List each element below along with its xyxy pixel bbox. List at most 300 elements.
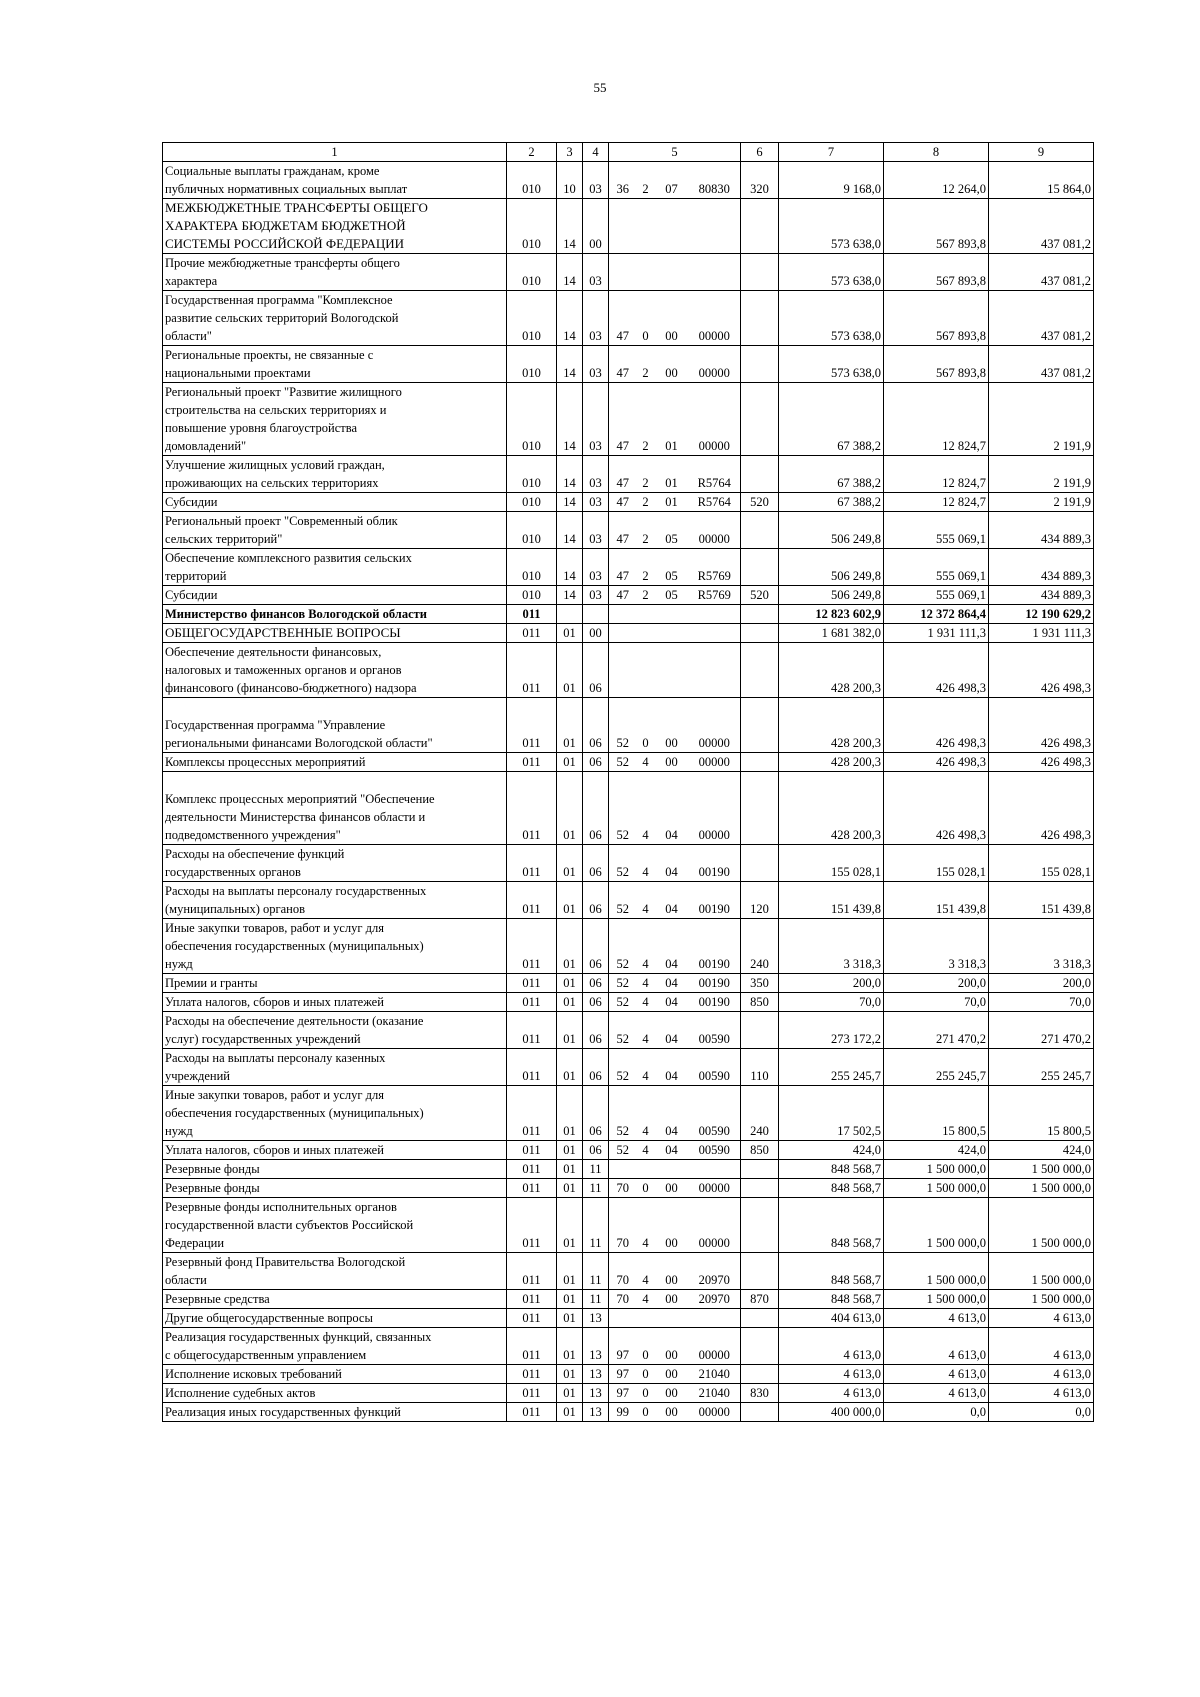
row-code-program: 52 [609,882,637,919]
row-code-chapter: 011 [507,993,557,1012]
row-expense-type [741,254,779,291]
row-code-section: 01 [557,1253,583,1290]
row-amount-7: 428 200,3 [779,643,884,698]
header-col-4: 4 [583,143,609,162]
row-code-chapter: 011 [507,845,557,882]
row-code-section: 01 [557,643,583,698]
row-code-subprogram: 2 [637,162,655,199]
table-row [163,1309,1094,1328]
table-row [163,698,1094,753]
row-code-section: 14 [557,346,583,383]
row-code-section: 01 [557,772,583,845]
row-amount-8: 567 893,8 [884,199,989,254]
row-code-measure: 04 [655,845,689,882]
row-code-measure [655,1160,689,1179]
row-code-chapter: 011 [507,1309,557,1328]
row-code-section: 01 [557,1141,583,1160]
row-code-direction: R5764 [689,493,741,512]
row-code-direction: 00190 [689,993,741,1012]
row-code-section: 01 [557,1403,583,1422]
row-code-subprogram: 4 [637,974,655,993]
table-row [163,199,1094,254]
row-name: МЕЖБЮДЖЕТНЫЕ ТРАНСФЕРТЫ ОБЩЕГО ХАРАКТЕРА БЮДЖЕТАМ БЮДЖЕТНОЙ СИСТЕМЫ РОССИЙСКОЙ ФЕДЕРАЦИИ [163,199,507,254]
row-code-subprogram: 4 [637,882,655,919]
row-code-subsection: 03 [583,456,609,493]
row-name: Региональный проект "Развитие жилищного строительства на сельских территориях и повышение уровня благоустройства домовладений" [163,383,507,456]
row-amount-9: 426 498,3 [989,753,1094,772]
table-body [163,162,1094,1422]
row-code-subsection: 13 [583,1403,609,1422]
row-code-section: 01 [557,1309,583,1328]
table-row [163,512,1094,549]
row-code-chapter: 011 [507,1328,557,1365]
header-col-7: 7 [779,143,884,162]
row-code-program [609,624,637,643]
row-amount-7: 573 638,0 [779,291,884,346]
row-code-direction [689,624,741,643]
row-code-chapter: 011 [507,624,557,643]
row-code-chapter: 010 [507,493,557,512]
row-code-program: 52 [609,993,637,1012]
row-code-section: 01 [557,624,583,643]
row-amount-7: 848 568,7 [779,1198,884,1253]
row-name: Расходы на выплаты персоналу государственных (муниципальных) органов [163,882,507,919]
row-code-subsection: 03 [583,346,609,383]
row-amount-9: 424,0 [989,1141,1094,1160]
row-code-program: 52 [609,1049,637,1086]
row-amount-9: 434 889,3 [989,512,1094,549]
row-name: Министерство финансов Вологодской области [163,605,507,624]
row-code-program: 52 [609,974,637,993]
row-amount-9: 1 500 000,0 [989,1179,1094,1198]
row-code-direction: 00000 [689,1179,741,1198]
row-code-direction: 00000 [689,772,741,845]
row-code-direction [689,1309,741,1328]
row-code-section: 14 [557,383,583,456]
row-code-subprogram: 0 [637,1328,655,1365]
table-row [163,919,1094,974]
row-code-subprogram: 4 [637,753,655,772]
row-name: Субсидии [163,586,507,605]
table-row [163,753,1094,772]
row-code-subsection: 03 [583,512,609,549]
row-amount-8: 1 500 000,0 [884,1160,989,1179]
row-code-measure: 00 [655,346,689,383]
header-col-5: 5 [609,143,741,162]
row-code-direction: 00000 [689,346,741,383]
row-amount-8: 12 372 864,4 [884,605,989,624]
row-code-chapter: 011 [507,698,557,753]
row-code-section: 14 [557,254,583,291]
row-code-measure: 00 [655,1403,689,1422]
row-code-direction: 80830 [689,162,741,199]
row-code-section: 01 [557,1160,583,1179]
row-expense-type: 350 [741,974,779,993]
row-amount-7: 848 568,7 [779,1160,884,1179]
row-amount-8: 12 264,0 [884,162,989,199]
row-code-chapter: 011 [507,1198,557,1253]
row-amount-7: 848 568,7 [779,1179,884,1198]
row-amount-9: 1 500 000,0 [989,1290,1094,1309]
row-name: Исполнение исковых требований [163,1365,507,1384]
row-code-chapter: 011 [507,1049,557,1086]
row-code-program: 52 [609,1141,637,1160]
row-code-program: 97 [609,1365,637,1384]
row-name: Резервные фонды [163,1179,507,1198]
row-name: Расходы на выплаты персоналу казенных учреждений [163,1049,507,1086]
row-expense-type [741,1160,779,1179]
row-code-subprogram: 0 [637,1384,655,1403]
row-code-direction: 20970 [689,1290,741,1309]
row-code-direction: 00000 [689,698,741,753]
row-code-program: 52 [609,753,637,772]
row-code-chapter: 011 [507,643,557,698]
row-amount-9: 4 613,0 [989,1328,1094,1365]
row-code-section: 01 [557,919,583,974]
row-code-chapter: 011 [507,919,557,974]
row-expense-type: 850 [741,993,779,1012]
row-amount-9: 437 081,2 [989,254,1094,291]
row-amount-9: 437 081,2 [989,346,1094,383]
row-code-chapter: 011 [507,605,557,624]
row-code-program: 70 [609,1290,637,1309]
row-expense-type [741,1253,779,1290]
row-code-measure: 00 [655,1290,689,1309]
row-code-chapter: 011 [507,772,557,845]
row-code-measure: 04 [655,1012,689,1049]
row-code-chapter: 010 [507,586,557,605]
row-amount-9: 3 318,3 [989,919,1094,974]
budget-table [162,142,1094,1422]
row-code-program [609,643,637,698]
row-code-program: 47 [609,549,637,586]
table-row [163,586,1094,605]
row-expense-type: 830 [741,1384,779,1403]
row-code-chapter: 011 [507,1141,557,1160]
row-code-chapter: 010 [507,199,557,254]
row-code-subsection: 11 [583,1198,609,1253]
row-code-chapter: 010 [507,291,557,346]
row-expense-type [741,845,779,882]
row-amount-7: 17 502,5 [779,1086,884,1141]
row-amount-8: 4 613,0 [884,1328,989,1365]
row-expense-type: 110 [741,1049,779,1086]
row-code-subprogram: 4 [637,1012,655,1049]
row-amount-7: 848 568,7 [779,1253,884,1290]
row-amount-9: 255 245,7 [989,1049,1094,1086]
row-code-subsection: 06 [583,919,609,974]
row-expense-type [741,1012,779,1049]
header-col-3: 3 [557,143,583,162]
row-expense-type [741,1179,779,1198]
row-code-section: 01 [557,1328,583,1365]
row-code-direction: 00590 [689,1012,741,1049]
row-code-section: 01 [557,1086,583,1141]
row-code-subprogram: 2 [637,383,655,456]
row-name: Другие общегосударственные вопросы [163,1309,507,1328]
row-code-subsection: 03 [583,549,609,586]
row-amount-9: 434 889,3 [989,586,1094,605]
row-code-subsection: 06 [583,1012,609,1049]
row-code-section: 01 [557,1384,583,1403]
row-code-direction [689,199,741,254]
row-code-subprogram: 4 [637,772,655,845]
row-amount-8: 271 470,2 [884,1012,989,1049]
row-code-section: 01 [557,1179,583,1198]
table-row [163,1179,1094,1198]
row-amount-8: 424,0 [884,1141,989,1160]
row-code-measure [655,643,689,698]
row-code-chapter: 011 [507,1384,557,1403]
row-amount-8: 151 439,8 [884,882,989,919]
table-row [163,383,1094,456]
row-amount-8: 70,0 [884,993,989,1012]
row-expense-type [741,1328,779,1365]
row-amount-9: 15 864,0 [989,162,1094,199]
row-code-subprogram: 0 [637,291,655,346]
row-amount-9: 426 498,3 [989,643,1094,698]
row-code-measure: 00 [655,698,689,753]
row-expense-type [741,1365,779,1384]
row-code-subsection: 06 [583,643,609,698]
row-amount-9: 2 191,9 [989,383,1094,456]
row-amount-7: 428 200,3 [779,753,884,772]
row-code-subprogram [637,605,655,624]
row-amount-8: 426 498,3 [884,753,989,772]
row-amount-8: 4 613,0 [884,1365,989,1384]
row-code-subprogram: 2 [637,346,655,383]
row-amount-7: 4 613,0 [779,1384,884,1403]
row-code-program: 70 [609,1253,637,1290]
table-row [163,1141,1094,1160]
row-code-direction [689,605,741,624]
row-code-direction: R5769 [689,586,741,605]
row-amount-8: 1 500 000,0 [884,1198,989,1253]
row-code-subprogram: 2 [637,549,655,586]
row-code-chapter: 011 [507,974,557,993]
row-code-program: 99 [609,1403,637,1422]
row-amount-9: 4 613,0 [989,1309,1094,1328]
row-code-measure: 07 [655,162,689,199]
table-row [163,1160,1094,1179]
row-code-subprogram: 4 [637,1086,655,1141]
row-code-measure: 04 [655,772,689,845]
row-amount-8: 567 893,8 [884,254,989,291]
row-expense-type: 240 [741,919,779,974]
row-amount-8: 567 893,8 [884,346,989,383]
row-code-measure: 04 [655,1049,689,1086]
row-code-subprogram: 4 [637,1141,655,1160]
row-code-subsection: 06 [583,772,609,845]
row-expense-type: 320 [741,162,779,199]
row-code-subprogram: 2 [637,493,655,512]
row-expense-type [741,753,779,772]
table-row [163,1198,1094,1253]
row-amount-7: 506 249,8 [779,586,884,605]
row-amount-9: 4 613,0 [989,1365,1094,1384]
row-name: Субсидии [163,493,507,512]
row-code-subprogram: 4 [637,919,655,974]
row-amount-7: 67 388,2 [779,383,884,456]
row-code-subsection: 13 [583,1328,609,1365]
row-code-section: 10 [557,162,583,199]
row-code-section: 01 [557,882,583,919]
row-code-subsection: 03 [583,493,609,512]
row-name: Обеспечение деятельности финансовых, налоговых и таможенных органов и органов финансового (финансово-бюджетного) надзора [163,643,507,698]
row-amount-8: 426 498,3 [884,698,989,753]
row-amount-7: 70,0 [779,993,884,1012]
row-amount-8: 567 893,8 [884,291,989,346]
row-amount-9: 2 191,9 [989,456,1094,493]
row-amount-8: 555 069,1 [884,549,989,586]
row-code-subprogram: 2 [637,512,655,549]
row-code-program [609,199,637,254]
row-code-chapter: 010 [507,512,557,549]
header-row [163,143,1094,162]
row-name: Расходы на обеспечение деятельности (оказание услуг) государственных учреждений [163,1012,507,1049]
row-code-program: 47 [609,586,637,605]
row-code-subsection: 06 [583,1141,609,1160]
header-col-8: 8 [884,143,989,162]
row-expense-type [741,624,779,643]
row-code-subprogram [637,254,655,291]
row-amount-9: 2 191,9 [989,493,1094,512]
row-code-program: 52 [609,919,637,974]
row-code-measure: 00 [655,1384,689,1403]
row-code-direction [689,254,741,291]
row-code-program: 52 [609,1086,637,1141]
row-code-program: 70 [609,1198,637,1253]
row-expense-type [741,199,779,254]
row-code-subprogram: 4 [637,1198,655,1253]
row-code-measure: 00 [655,1365,689,1384]
row-code-chapter: 011 [507,1290,557,1309]
table-row [163,845,1094,882]
row-code-measure: 04 [655,974,689,993]
header-col-6: 6 [741,143,779,162]
row-code-subsection: 03 [583,383,609,456]
row-amount-8: 1 500 000,0 [884,1253,989,1290]
table-row [163,974,1094,993]
row-amount-8: 555 069,1 [884,586,989,605]
row-name: Прочие межбюджетные трансферты общего характера [163,254,507,291]
row-code-measure: 00 [655,1198,689,1253]
row-code-section: 01 [557,1012,583,1049]
table-row [163,1328,1094,1365]
row-amount-7: 273 172,2 [779,1012,884,1049]
row-name: Иные закупки товаров, работ и услуг для обеспечения государственных (муниципальных) нужд [163,919,507,974]
row-code-direction: R5769 [689,549,741,586]
row-code-section: 14 [557,493,583,512]
row-amount-7: 428 200,3 [779,772,884,845]
row-name: Исполнение судебных актов [163,1384,507,1403]
row-name: Региональный проект "Современный облик сельских территорий" [163,512,507,549]
row-code-direction: 21040 [689,1365,741,1384]
row-name: Государственная программа "Управление региональными финансами Вологодской области" [163,698,507,753]
row-code-direction: 00190 [689,882,741,919]
row-code-section: 01 [557,1290,583,1309]
row-name: Расходы на обеспечение функций государственных органов [163,845,507,882]
row-code-subprogram: 4 [637,845,655,882]
row-code-direction: 00000 [689,383,741,456]
row-name: Уплата налогов, сборов и иных платежей [163,1141,507,1160]
row-name: Реализация иных государственных функций [163,1403,507,1422]
row-code-subsection: 06 [583,974,609,993]
row-code-measure: 00 [655,1328,689,1365]
row-code-program: 70 [609,1179,637,1198]
row-code-direction: 00190 [689,974,741,993]
row-name: Резервные фонды [163,1160,507,1179]
row-code-measure: 00 [655,753,689,772]
row-name: Резервные средства [163,1290,507,1309]
row-amount-7: 404 613,0 [779,1309,884,1328]
table-row [163,456,1094,493]
row-amount-7: 200,0 [779,974,884,993]
row-code-program: 52 [609,698,637,753]
row-amount-8: 4 613,0 [884,1384,989,1403]
table-row [163,493,1094,512]
row-code-program: 47 [609,291,637,346]
row-name: Региональные проекты, не связанные с национальными проектами [163,346,507,383]
row-expense-type [741,549,779,586]
row-code-chapter: 010 [507,456,557,493]
row-code-measure: 05 [655,549,689,586]
row-code-measure [655,199,689,254]
row-expense-type: 520 [741,586,779,605]
row-expense-type [741,1403,779,1422]
row-code-measure: 01 [655,493,689,512]
row-code-program: 47 [609,456,637,493]
row-amount-8: 255 245,7 [884,1049,989,1086]
row-code-measure: 01 [655,383,689,456]
table-row [163,254,1094,291]
row-amount-9: 1 500 000,0 [989,1160,1094,1179]
row-amount-9: 12 190 629,2 [989,605,1094,624]
row-amount-7: 573 638,0 [779,254,884,291]
row-code-chapter: 011 [507,1012,557,1049]
row-code-chapter: 010 [507,162,557,199]
row-expense-type [741,383,779,456]
row-code-subprogram: 0 [637,1365,655,1384]
row-code-subprogram [637,199,655,254]
row-code-program: 47 [609,493,637,512]
row-code-subsection: 06 [583,1086,609,1141]
row-name: Улучшение жилищных условий граждан, проживающих на сельских территориях [163,456,507,493]
row-code-program: 47 [609,512,637,549]
row-amount-9: 271 470,2 [989,1012,1094,1049]
row-code-chapter: 010 [507,346,557,383]
row-code-direction: 00000 [689,1198,741,1253]
table-row [163,1403,1094,1422]
row-amount-8: 12 824,7 [884,456,989,493]
row-code-chapter: 010 [507,549,557,586]
row-code-subprogram [637,624,655,643]
row-code-measure: 05 [655,512,689,549]
row-code-section: 01 [557,845,583,882]
row-amount-8: 155 028,1 [884,845,989,882]
row-code-program: 52 [609,772,637,845]
row-name: Уплата налогов, сборов и иных платежей [163,993,507,1012]
row-amount-9: 70,0 [989,993,1094,1012]
row-code-program: 52 [609,1012,637,1049]
row-code-measure: 04 [655,919,689,974]
row-code-section: 01 [557,974,583,993]
row-amount-8: 555 069,1 [884,512,989,549]
row-code-section: 01 [557,1198,583,1253]
row-expense-type [741,643,779,698]
row-code-direction: 00000 [689,1328,741,1365]
table-row [163,1049,1094,1086]
